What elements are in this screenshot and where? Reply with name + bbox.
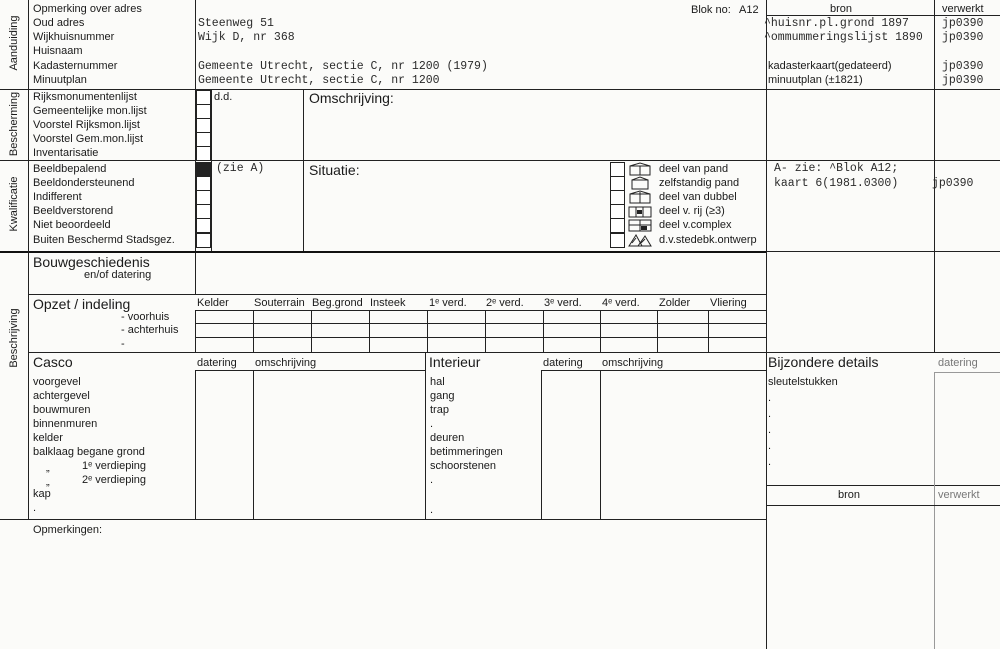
block-no-label: Blok no: <box>691 4 731 16</box>
aanduiding-value: Steenweg 51 <box>198 17 274 30</box>
aanduiding-label: Oud adres <box>33 17 85 29</box>
interieur-item: trap <box>430 404 449 416</box>
situatie-option: deel v. rij (≥3) <box>659 205 725 217</box>
divider-aanduiding <box>0 89 1000 90</box>
situatie-option: deel van pand <box>659 163 729 175</box>
casco-item: achtergevel <box>33 390 90 402</box>
casco-item: binnenmuren <box>33 418 98 430</box>
bouwgeschiedenis-title: Bouwgeschiedenis <box>33 254 150 270</box>
section-label-kwalificatie: Kwalificatie <box>8 176 20 232</box>
aanduiding-label: Minuutplan <box>33 74 87 86</box>
bescherming-dd: d.d. <box>214 91 233 103</box>
house-row-icon <box>628 204 652 218</box>
bijzondere-verwerkt: verwerkt <box>938 489 980 501</box>
casco-datering: datering <box>197 357 237 369</box>
opzet-column: 2ᵉ verd. <box>486 297 524 309</box>
casco-item: . <box>33 502 37 514</box>
kwalificatie-item: Niet beoordeeld <box>33 219 111 231</box>
aanduiding-verwerkt: jp0390 <box>942 17 984 30</box>
casco-title: Casco <box>33 354 73 370</box>
casco-item: balklaag begane grond <box>33 446 145 458</box>
situatie-option: deel v.complex <box>659 219 732 231</box>
kwalificatie-bron: A- zie: ^Blok A12; <box>774 162 899 175</box>
kwalificatie-checkbox[interactable] <box>196 204 211 219</box>
opzet-col-line <box>311 310 312 352</box>
interieur-item: gang <box>430 390 455 402</box>
opzet-row-line-1 <box>195 310 766 311</box>
bijzondere-datering: datering <box>938 357 978 369</box>
opzet-column: Insteek <box>370 297 406 309</box>
casco-item: kelder <box>33 432 63 444</box>
opzet-row-label: - <box>121 338 125 350</box>
opzet-column: 4ᵉ verd. <box>602 297 640 309</box>
situatie-checkbox[interactable] <box>610 190 625 205</box>
opzet-column: Zolder <box>659 297 691 309</box>
kwalificatie-checkbox[interactable] <box>196 233 211 248</box>
opzet-col-line <box>253 310 254 352</box>
divider-kwalificatie <box>0 251 766 253</box>
checkbox-column-divider <box>211 89 212 251</box>
kwalificatie-item: Indifferent <box>33 191 82 203</box>
bouwgeschiedenis-subtitle: en/of datering <box>84 269 152 281</box>
divider-bijzondere <box>766 485 1000 486</box>
header-verwerkt: verwerkt <box>942 3 984 15</box>
bescherming-item: Voorstel Rijksmon.lijst <box>33 119 140 131</box>
bijzondere-datering-line <box>934 372 1000 373</box>
aanduiding-bron: minuutplan (±1821) <box>768 74 863 86</box>
bijzondere-bron-line <box>766 505 1000 506</box>
situatie-checkbox[interactable] <box>610 162 625 177</box>
opzet-column: 3ᵉ verd. <box>544 297 582 309</box>
situatie-option: deel van dubbel <box>659 191 737 203</box>
interieur-datering: datering <box>543 357 583 369</box>
block-no: A12 <box>739 4 759 16</box>
interieur-header-line <box>541 370 766 371</box>
opzet-row-line-3 <box>195 337 766 338</box>
aanduiding-label: Opmerking over adres <box>33 3 142 15</box>
kwalificatie-bron: kaart 6(1981.0300) <box>774 177 899 190</box>
kwalificatie-item: Beeldverstorend <box>33 205 114 217</box>
opzet-col-line <box>369 310 370 352</box>
interieur-item: . <box>430 418 434 430</box>
bescherming-item: Voorstel Gem.mon.lijst <box>33 133 144 145</box>
bescherming-item: Gemeentelijke mon.lijst <box>33 105 147 117</box>
interieur-title: Interieur <box>429 354 481 370</box>
interieur-item: . <box>430 504 434 516</box>
bijzondere-item: . <box>768 424 772 436</box>
bron-column-divider <box>766 0 767 649</box>
divider-opzet <box>28 352 766 353</box>
divider-bescherming <box>0 160 1000 161</box>
aanduiding-verwerkt: jp0390 <box>942 60 984 73</box>
situatie-checkbox[interactable] <box>610 204 625 219</box>
section-label-aanduiding: Aanduiding <box>8 15 20 71</box>
interieur-item: . <box>430 474 434 486</box>
aanduiding-value: Gemeente Utrecht, sectie C, nr 1200 <box>198 74 440 87</box>
bescherming-item: Inventarisatie <box>33 147 99 159</box>
omschrijving-label: Omschrijving: <box>309 90 394 106</box>
opzet-row-label: - voorhuis <box>121 311 170 323</box>
bijzondere-item: sleutelstukken <box>768 376 838 388</box>
house-complex-icon <box>628 218 652 232</box>
opzet-col-line <box>195 310 196 352</box>
interieur-omschrijving-line <box>600 370 601 519</box>
casco-item: voorgevel <box>33 376 81 388</box>
bescherming-checkbox[interactable] <box>196 104 211 119</box>
situatie-checkbox[interactable] <box>610 176 625 191</box>
divider-bouwgeschiedenis <box>28 294 766 295</box>
casco-quote: „ <box>46 462 50 474</box>
bescherming-item: Rijksmonumentenlijst <box>33 91 137 103</box>
bescherming-checkbox[interactable] <box>196 132 211 147</box>
aanduiding-bron: kadasterkaart(gedateerd) <box>768 60 892 72</box>
opmerkingen-label: Opmerkingen: <box>33 524 103 536</box>
section-label-column <box>28 0 29 519</box>
kwalificatie-checkbox[interactable] <box>196 218 211 233</box>
kwalificatie-verwerkt: jp0390 <box>932 177 974 190</box>
bescherming-checkbox[interactable] <box>196 118 211 133</box>
opzet-column: Vliering <box>710 297 747 309</box>
opzet-col-line <box>485 310 486 352</box>
interieur-omschrijving: omschrijving <box>602 357 664 369</box>
verwerkt-column-divider-lower <box>934 372 935 649</box>
divider-right-top <box>766 352 1000 353</box>
opzet-column: Beg.grond <box>312 297 363 309</box>
kwalificatie-item: Buiten Beschermd Stadsgez. <box>33 234 175 246</box>
verwerkt-column-divider <box>934 0 935 352</box>
kwalificatie-checkbox[interactable] <box>196 190 211 205</box>
interieur-item: deuren <box>430 432 465 444</box>
situatie-label: Situatie: <box>309 162 360 178</box>
urban-design-icon <box>628 233 652 247</box>
house-double-icon <box>628 190 652 204</box>
casco-item: 1ᵉ verdieping <box>82 460 147 472</box>
opzet-column: Kelder <box>197 297 229 309</box>
situatie-option: d.v.stedebk.ontwerp <box>659 234 757 246</box>
opzet-column: 1ᵉ verd. <box>429 297 467 309</box>
kwalificatie-checkbox[interactable] <box>196 176 211 191</box>
casco-item: bouwmuren <box>33 404 91 416</box>
bouwgeschiedenis-divider <box>195 253 196 294</box>
bescherming-checkbox[interactable] <box>196 90 211 105</box>
opzet-col-line <box>543 310 544 352</box>
house-part-icon <box>628 162 652 176</box>
kwalificatie-item: Beeldbepalend <box>33 163 107 175</box>
bijzondere-item: . <box>768 456 772 468</box>
interieur-item: schoorstenen <box>430 460 497 472</box>
house-standalone-icon <box>628 176 652 190</box>
interieur-item: betimmeringen <box>430 446 503 458</box>
aanduiding-verwerkt: jp0390 <box>942 31 984 44</box>
bijzondere-item: . <box>768 392 772 404</box>
casco-quote: „ <box>46 476 50 488</box>
interieur-datering-line <box>541 370 542 519</box>
opzet-column: Souterrain <box>254 297 305 309</box>
section-label-beschrijving: Beschrijving <box>8 308 20 368</box>
kwalificatie-item: Beeldondersteunend <box>33 177 135 189</box>
aanduiding-label: Kadasternummer <box>33 60 118 72</box>
situatie-checkbox[interactable] <box>610 233 625 248</box>
opzet-col-line <box>600 310 601 352</box>
opzet-col-line <box>657 310 658 352</box>
interieur-item: hal <box>430 376 445 388</box>
bijzondere-item: . <box>768 440 772 452</box>
aanduiding-label: Wijkhuisnummer <box>33 31 115 43</box>
opzet-col-line <box>708 310 709 352</box>
opzet-col-line <box>427 310 428 352</box>
casco-datering-line <box>195 370 196 519</box>
divider-kwalificatie-right <box>766 251 1000 252</box>
casco-item: kap <box>33 488 51 500</box>
opzet-row-label: - achterhuis <box>121 324 179 336</box>
opzet-title: Opzet / indeling <box>33 296 131 312</box>
aanduiding-bron: ^huisnr.pl.grond 1897 <box>764 17 909 30</box>
aanduiding-label: Huisnaam <box>33 45 83 57</box>
casco-item: 2ᵉ verdieping <box>82 474 147 486</box>
aanduiding-verwerkt: jp0390 <box>942 74 984 87</box>
aanduiding-bron: ^ommummeringslijst 1890 <box>764 31 923 44</box>
kwalificatie-zie-a: (zie A) <box>216 162 265 175</box>
casco-omschrijving: omschrijving <box>255 357 317 369</box>
opzet-row-line-2 <box>195 323 766 324</box>
bescherming-checkbox[interactable] <box>196 146 211 161</box>
interieur-divider <box>425 352 426 519</box>
section-label-bescherming: Bescherming <box>8 91 20 157</box>
bijzondere-item: . <box>768 408 772 420</box>
aanduiding-value: Gemeente Utrecht, sectie C, nr 1200 (1979) <box>198 60 488 73</box>
dd-column-divider <box>303 89 304 251</box>
casco-header-line <box>195 370 425 371</box>
header-bron: bron <box>830 3 853 15</box>
situatie-option: zelfstandig pand <box>659 177 740 189</box>
bijzondere-title: Bijzondere details <box>768 354 879 370</box>
situatie-checkbox[interactable] <box>610 218 625 233</box>
divider-casco <box>0 519 766 520</box>
aanduiding-value: Wijk D, nr 368 <box>198 31 295 44</box>
casco-omschrijving-line <box>253 370 254 519</box>
kwalificatie-checkbox-checked[interactable] <box>196 162 211 177</box>
bijzondere-bron: bron <box>838 489 861 501</box>
